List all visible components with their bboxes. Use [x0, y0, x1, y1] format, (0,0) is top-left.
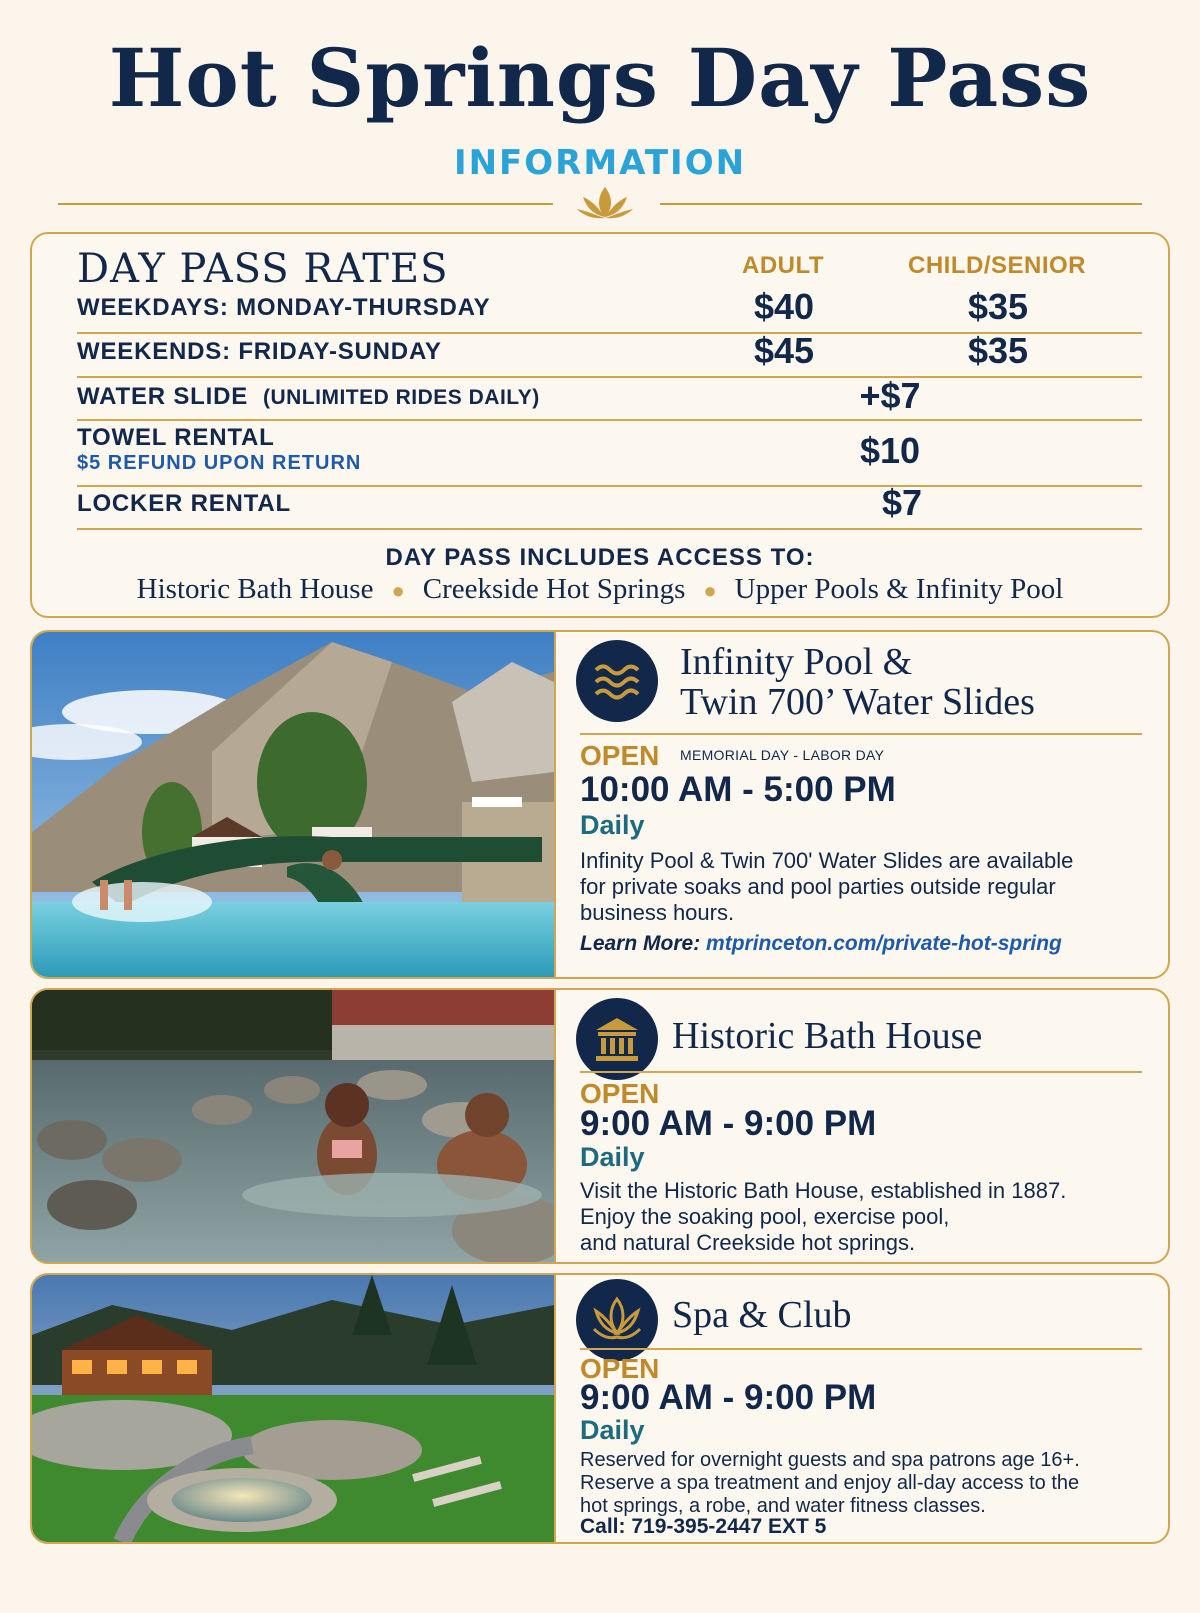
weekdays-adult-price: $40	[753, 286, 815, 327]
water-slide-row	[77, 383, 540, 411]
spa-grounds-photo	[32, 1275, 556, 1542]
weekdays-label: WEEKDAYS: MONDAY-THURSDAY	[77, 294, 491, 321]
spa-club-card	[30, 1273, 1170, 1544]
includes-item: Upper Pools & Infinity Pool	[734, 573, 1064, 605]
learn-more-link[interactable]: mtprinceton.com/private-hot-spring	[706, 932, 1062, 955]
infinity-pool-title	[680, 642, 1035, 722]
columns-building-icon	[576, 998, 658, 1080]
adult-column-header: ADULT	[742, 252, 825, 279]
divider-left	[58, 203, 553, 205]
open-label: OPEN	[580, 740, 660, 771]
lotus-icon	[575, 183, 635, 221]
weekdays-child-price: $35	[967, 286, 1029, 327]
towel-refund-note: $5 REFUND UPON RETURN	[77, 452, 362, 474]
row-divider	[77, 485, 1142, 487]
includes-list	[32, 573, 1168, 606]
learn-more	[580, 932, 1062, 956]
water-slide-note: (UNLIMITED RIDES DAILY)	[262, 386, 540, 409]
page-title: Hot Springs Day Pass	[108, 31, 1092, 125]
waves-icon	[576, 640, 658, 722]
daily-label: Daily	[580, 1415, 645, 1445]
child-senior-column-header: CHILD/SENIOR	[908, 252, 1087, 279]
row-divider	[77, 528, 1142, 530]
daily-label: Daily	[580, 810, 645, 840]
title-line: Twin 700’ Water Slides	[680, 681, 1035, 723]
weekends-child-price: $35	[967, 330, 1029, 371]
daily-label: Daily	[580, 1142, 645, 1172]
towel-rental-label: TOWEL RENTAL	[77, 424, 275, 451]
card-divider	[580, 1071, 1142, 1073]
call-phone-number[interactable]: Call: 719-395-2447 EXT 5	[580, 1515, 827, 1538]
water-slide-price: +$7	[859, 375, 921, 416]
divider-right	[660, 203, 1142, 205]
hours: 10:00 AM - 5:00 PM	[580, 770, 896, 809]
rates-heading: DAY PASS RATES	[77, 246, 449, 292]
row-divider	[77, 419, 1142, 421]
page-subtitle: INFORMATION	[453, 143, 747, 183]
includes-item: Historic Bath House	[136, 573, 374, 605]
water-slide-photo	[32, 632, 556, 977]
weekends-label: WEEKENDS: FRIDAY-SUNDAY	[77, 338, 442, 365]
open-label: OPEN	[580, 1353, 660, 1384]
water-slide-label: WATER SLIDE	[77, 383, 249, 410]
includes-item: Creekside Hot Springs	[422, 573, 686, 605]
spa-club-title: Spa & Club	[672, 1294, 852, 1336]
towel-rental-price: $10	[859, 430, 921, 471]
infinity-pool-card	[30, 630, 1170, 979]
description: Infinity Pool & Twin 700' Water Slides are available for private soaks and pool parties outside regular business hours.	[580, 848, 1074, 925]
learn-more-label: Learn More:	[580, 932, 701, 955]
day-pass-rates-panel	[30, 232, 1170, 618]
title-line: Infinity Pool &	[680, 641, 913, 683]
hours: 9:00 AM - 9:00 PM	[580, 1104, 877, 1143]
locker-rental-label: LOCKER RENTAL	[77, 490, 291, 517]
description: Reserved for overnight guests and spa patrons age 16+. Reserve a spa treatment and enjoy all-day access to the hot springs, a robe, and water fitness classes.	[580, 1449, 1080, 1517]
includes-heading: DAY PASS INCLUDES ACCESS TO:	[385, 544, 815, 571]
historic-bath-house-card	[30, 988, 1170, 1264]
card-divider	[580, 1348, 1142, 1350]
historic-bath-house-title: Historic Bath House	[672, 1015, 983, 1057]
row-divider	[77, 376, 1142, 378]
hours: 9:00 AM - 9:00 PM	[580, 1378, 877, 1417]
description: Visit the Historic Bath House, established in 1887. Enjoy the soaking pool, exercise pool, and natural Creekside hot springs.	[580, 1178, 1067, 1255]
bullet-dot-icon: ●	[703, 578, 717, 604]
creekside-photo	[32, 990, 556, 1262]
bullet-dot-icon: ●	[391, 578, 405, 604]
locker-rental-price: $7	[881, 482, 923, 523]
season-label: MEMORIAL DAY - LABOR DAY	[680, 747, 885, 763]
card-divider	[580, 733, 1142, 735]
open-label: OPEN	[580, 1078, 660, 1109]
weekends-adult-price: $45	[753, 330, 815, 371]
